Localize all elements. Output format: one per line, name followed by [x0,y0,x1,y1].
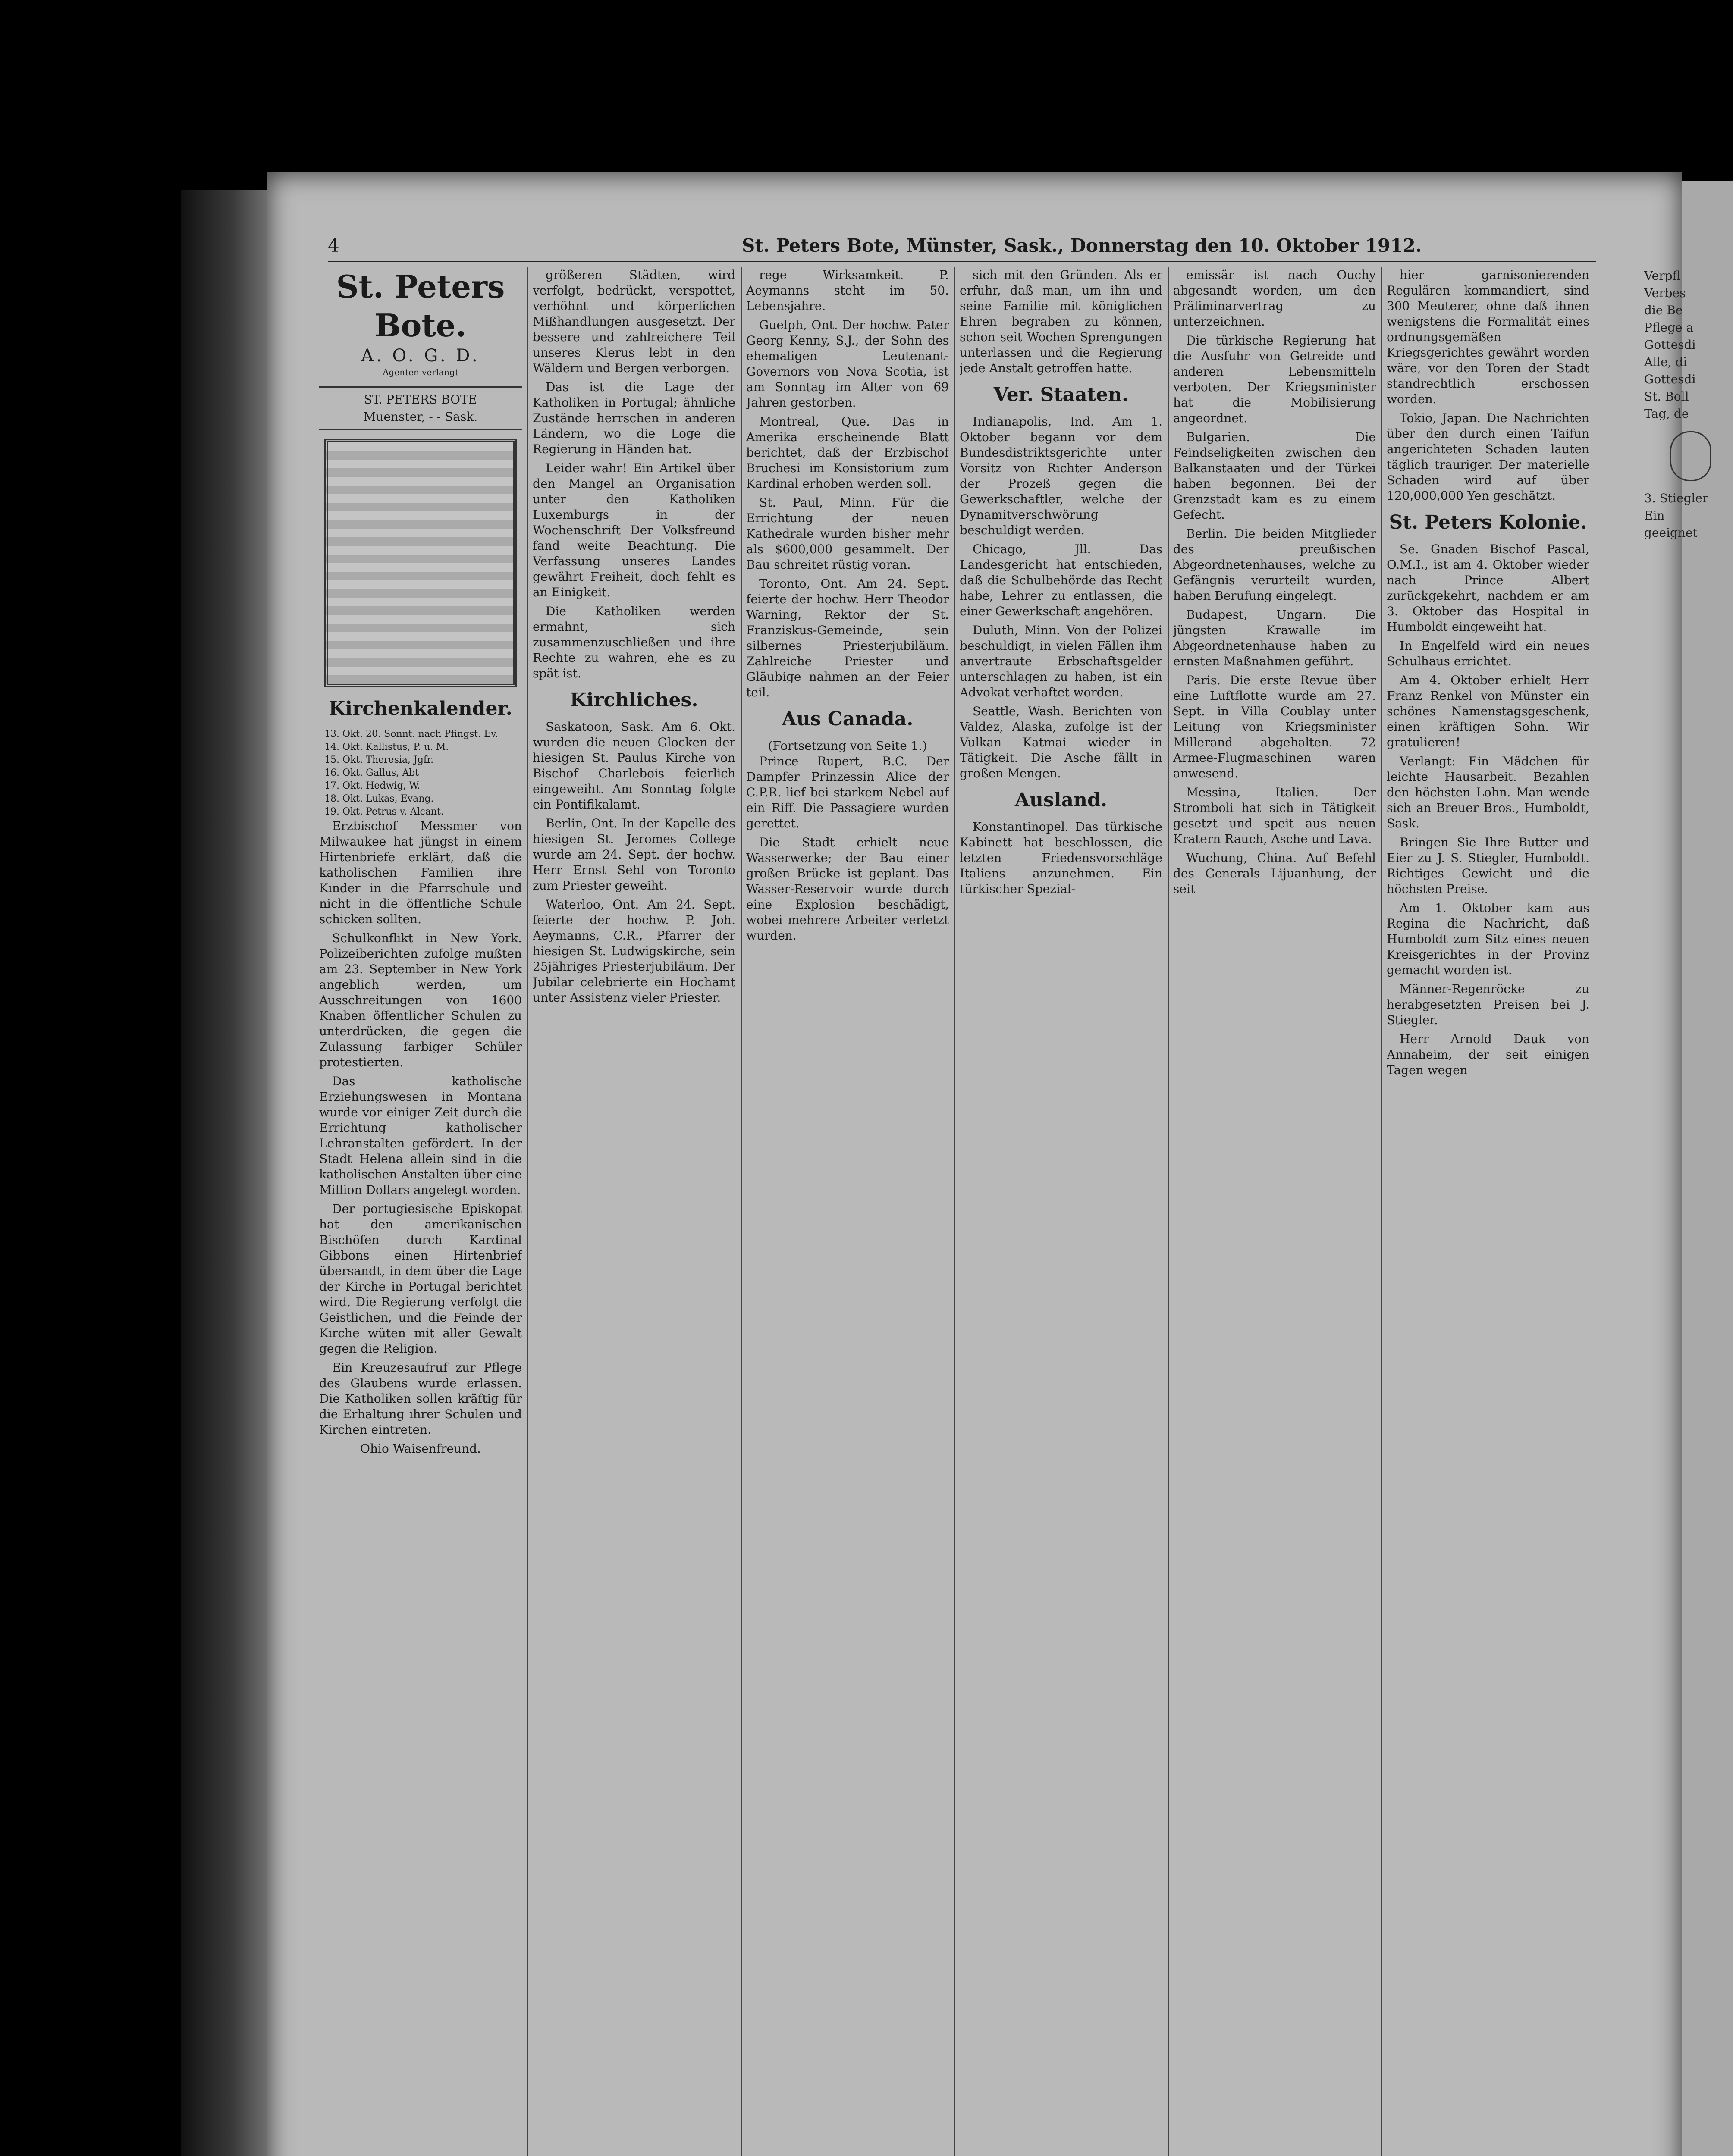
article-paragraph: Am 4. Oktober erhielt Herr Franz Renkel von Münster ein schönes Namenstagsgeschenk, einen kräftigen Sohn. Wir gratulieren! [1387,673,1589,749]
calendar-entry: 16. Okt. Gallus, Abt [324,768,419,778]
next-page-fragment: Ein [1644,508,1665,523]
calendar-entry: 17. Okt. Hedwig, W. [324,780,421,791]
article-paragraph: Budapest, Ungarn. Die jüngsten Krawalle im Abgeordnetenhause haben zu ernsten Maßnahmen geführt. [1173,608,1376,668]
article-paragraph: Chicago, Jll. Das Landesgericht hat entschieden, daß die Schulbehörde das Recht habe, Lehrer zu entlassen, die einer Gewerkschaft angehören. [960,542,1162,618]
masthead-box-place: Muenster, - - Sask. [363,410,478,424]
article-paragraph: größeren Städten, wird verfolgt, bedrückt, verspottet, verhöhnt und körperlichen Mißhandlungen ausgesetzt. Der bessere und zahlreichere Teil unseres Klerus lebt in den Wäldern und Bergen verborgen. [533,268,735,375]
calendar-entry: 15. Okt. Theresia, Jgfr. [324,755,434,765]
calendar-heading: Kirchenkalender. [329,698,512,720]
column-4 [960,267,1162,2156]
article-paragraph: Tokio, Japan. Die Nachrichten über den durch einen Taifun angerichteten Schaden lauten täglich trauriger. Der materielle Schaden wird auf über 120,000,000 Yen geschätzt. [1387,411,1589,503]
next-page-fragment: Gottesdi [1644,338,1696,352]
calendar-entry: 19. Okt. Petrus v. Alcant. [324,806,444,817]
section-heading-st-peters-kolonie: St. Peters Kolonie. [1389,511,1587,533]
article-paragraph: Paris. Die erste Revue über eine Luftflotte wurde am 27. Sept. in Villa Coublay unter Leitung von Kriegsminister Millerand abgehalten. 72 Armee-Flugmaschinen waren anwesend. [1173,673,1376,780]
next-page-fragment: Tag, de [1644,407,1689,421]
article-paragraph: Saskatoon, Sask. Am 6. Okt. wurden die neuen Glocken der hiesigen St. Paulus Kirche von Bischof Charlebois feierlich eingeweiht. Am Sonntag folgte ein Pontifikalamt. [533,720,735,812]
article-paragraph: Herr Arnold Dauk von Annaheim, der seit einigen Tagen wegen [1387,1032,1589,1077]
page-number: 4 [328,235,339,256]
article-paragraph: Guelph, Ont. Der hochw. Pater Georg Kenny, S.J., der Sohn des ehemaligen Leutenant-Governors von Nova Scotia, ist am Sonntag im Alter von 69 Jahren gestorben. [746,318,949,410]
masthead-box-name: ST. PETERS BOTE [364,392,477,407]
section-heading-aus-canada: Aus Canada. [782,708,914,730]
article-paragraph: Bulgarien. Die Feindseligkeiten zwischen den Balkanstaaten und der Türkei haben begonnen. Bei der Grenzstadt kam es zu einem Gefecht. [1173,430,1376,522]
masthead-motto: A. O. G. D. [361,346,480,366]
article-paragraph: Berlin, Ont. In der Kapelle des hiesigen St. Jeromes College wurde am 24. Sept. der hochw. Herr Ernst Sehl von Toronto zum Priester geweiht. [533,816,735,893]
article-paragraph: Messina, Italien. Der Stromboli hat sich in Tätigkeit gesetzt und speit aus neuen Kratern Rauch, Asche und Lava. [1173,785,1376,846]
next-page-fragment: Verbes [1644,286,1686,300]
running-line: St. Peters Bote, Münster, Sask., Donnerstag den 10. Oktober 1912. [742,235,1422,256]
column-rule [1168,267,1169,2156]
column-rule [1381,267,1382,2156]
article-paragraph: Leider wahr! Ein Artikel über den Mangel an Organisation unter den Katholiken Luxemburgs in der Wochenschrift Der Volksfreund fand weite Beachtung. Die Verfassung unseres Landes gewährt Freiheit, doch fehlt es an Einigkeit. [533,461,735,599]
calendar-entry: 13. Okt. 20. Sonnt. nach Pfingst. Ev. [324,729,499,740]
article-paragraph: Bringen Sie Ihre Butter und Eier zu J. S. Stiegler, Humboldt. Richtiges Gewicht und die höchsten Preise. [1387,835,1589,896]
calendar-entry: 18. Okt. Lukas, Evang. [324,793,434,804]
column-1 [319,267,522,2156]
article-paragraph: Berlin. Die beiden Mitglieder des preußischen Abgeordnetenhauses, welche zu Gefängnis verurteilt wurden, haben Berufung eingelegt. [1173,526,1376,603]
calendar-image [324,439,517,687]
article-paragraph: Der portugiesische Episkopat hat den amerikanischen Bischöfen durch Kardinal Gibbons einen Hirtenbrief übersandt, in dem über die Lage der Kirche in Portugal berichtet wird. Die Regierung verfolgt die Geistlichen, und die Feinde der Kirche wüten mit aller Gewalt gegen die Religion. [319,1202,522,1356]
next-page-fragment: Gottesdi [1644,372,1696,386]
article-paragraph: Indianapolis, Ind. Am 1. Oktober begann vor dem Bundesdistriktsgerichte unter Vorsitz von Richter Anderson der Prozeß gegen die Gewerkschaftler, welche der Dynamitverschwörung beschuldigt werden. [960,414,1162,537]
column-6 [1387,267,1589,2156]
article-paragraph: Verlangt: Ein Mädchen für leichte Hausarbeit. Bezahlen den höchsten Lohn. Man wende sich an Breuer Bros., Humboldt, Sask. [1387,754,1589,830]
page-header [328,235,1596,263]
column-rule [954,267,955,2156]
article-paragraph: emissär ist nach Ouchy abgesandt worden, um den Präliminarvertrag zu unterzeichnen. [1173,268,1376,329]
article-paragraph: Die türkische Regierung hat die Ausfuhr von Getreide und anderen Lebensmitteln verboten. Der Kriegsminister hat die Mobilisierung angeordnet. [1173,333,1376,425]
article-paragraph: Toronto, Ont. Am 24. Sept. feierte der hochw. Herr Theodor Warning, Rektor der St. Franziskus-Gemeinde, sein silbernes Priesterjubiläum. Zahlreiche Priester und Gläubige nahmen an der Feier teil. [746,577,949,699]
article-paragraph: St. Paul, Minn. Für die Errichtung der neuen Kathedrale wurden bisher mehr als $600,000 gesammelt. Der Bau schreitet rüstig voran. [746,495,949,572]
article-paragraph: In Engelfeld wird ein neues Schulhaus errichtet. [1387,639,1589,668]
article-paragraph: Waterloo, Ont. Am 24. Sept. feierte der hochw. P. Joh. Aeymanns, C.R., Pfarrer der hiesigen St. Ludwigskirche, sein 25jähriges Priesterjubiläum. Der Jubilar celebrierte ein Hochamt unter Assistenz vieler Priester. [533,897,735,1005]
article-paragraph: Konstantinopel. Das türkische Kabinett hat beschlossen, die letzten Friedensvorschläge Italiens anzunehmen. Ein türkischer Spezial- [960,820,1162,896]
article-paragraph: Am 1. Oktober kam aus Regina die Nachricht, daß Humboldt zum Sitz eines neuen Kreisgerichtes in der Provinz gemacht worden ist. [1387,901,1589,977]
calendar-entry: 14. Okt. Kallistus, P. u. M. [324,742,449,752]
article-signoff: Ohio Waisenfreund. [360,1442,481,1456]
article-paragraph: Männer-Regenröcke zu herabgesetzten Preisen bei J. Stiegler. [1387,982,1589,1027]
article-paragraph: sich mit den Gründen. Als er erfuhr, daß man, um ihn und seine Familie mit königlichen Ehren begraben zu können, schon seit Wochen Sprengungen unterlassen und die Regierung jede Anstalt getroffen hatte. [960,268,1162,375]
section-heading-ausland: Ausland. [1014,789,1108,811]
next-page-fragment: geeignet [1644,526,1698,540]
next-page-fragment: Alle, di [1644,355,1687,369]
article-paragraph: Das ist die Lage der Katholiken in Portugal; ähnliche Zustände herrschen in anderen Ländern, wo die Loge die Regierung in Händen hat. [533,380,735,456]
seal-image [1670,431,1711,481]
article-paragraph: Ein Kreuzesaufruf zur Pflege des Glaubens wurde erlassen. Die Katholiken sollen kräftig für die Erhaltung ihrer Schulen und Kirchen eintreten. [319,1360,522,1437]
column-3 [746,267,949,2156]
masthead-agents: Agenten verlangt [383,367,458,377]
article-paragraph: Die Stadt erhielt neue Wasserwerke; der Bau einer großen Brücke ist geplant. Das Wasser-Reservoir wurde durch eine Explosion beschädigt, wobei mehrere Arbeiter verletzt wurden. [746,835,949,943]
article-paragraph: Montreal, Que. Das in Amerika erscheinende Blatt berichtet, daß der Erzbischof Bruchesi im Konsistorium zum Kardinal erhoben werden soll. [746,414,949,491]
continued-note: (Fortsetzung von Seite 1.) [768,739,927,753]
article-paragraph: Erzbischof Messmer von Milwaukee hat jüngst in einem Hirtenbriefe erklärt, daß die katholischen Familien ihre Kinder in die Pfarrschule und nicht in die öffentliche Schule schicken sollten. [319,819,522,926]
article-paragraph: Die Katholiken werden ermahnt, sich zusammenzuschließen und ihre Rechte zu wahren, ehe es zu spät ist. [533,604,735,680]
article-paragraph: Duluth, Minn. Von der Polizei beschuldigt, in vielen Fällen ihm anvertraute Erbschaftsgelder unterschlagen zu haben, ist ein Advokat verhaftet worden. [960,623,1162,699]
book-binding [181,190,267,2156]
column-rule [741,267,742,2156]
column-5 [1173,267,1376,2156]
section-heading-kirchliches: Kirchliches. [570,689,698,711]
calendar-list [319,728,522,818]
article-paragraph: Prince Rupert, B.C. Der Dampfer Prinzessin Alice der C.P.R. lief bei starkem Nebel auf ein Riff. Die Passagiere wurden gerettet. [746,754,949,830]
article-paragraph: Das katholische Erziehungswesen in Montana wurde vor einiger Zeit durch die Errichtung katholischer Lehranstalten gefördert. In der Stadt Helena allein sind in die katholischen Anstalten über eine Million Dollars angelegt worden. [319,1074,522,1197]
next-page-fragment: 3. Stiegler [1644,491,1708,505]
article-paragraph: Wuchung, China. Auf Befehl des Generals Lijuanhung, der seit [1173,851,1376,896]
article-paragraph: Se. Gnaden Bischof Pascal, O.M.I., ist am 4. Oktober wieder nach Prince Albert zurückgekehrt, nachdem er am 3. Oktober das Hospital in Humboldt eingeweiht hat. [1387,542,1589,634]
next-page-fragment: St. Boll [1644,389,1689,404]
next-page-text [1644,267,1730,2122]
section-heading-ver-staaten: Ver. Staaten. [993,384,1129,406]
next-page-fragment: Verpfl [1644,269,1681,283]
column-2 [533,267,735,2156]
article-paragraph: Seattle, Wash. Berichten von Valdez, Alaska, zufolge ist der Vulkan Katmai wieder in Tätigkeit. Die Asche fällt in großen Mengen. [960,704,1162,780]
article-paragraph: rege Wirksamkeit. P. Aeymanns steht im 50. Lebensjahre. [746,268,949,313]
next-page-fragment: Pflege a [1644,320,1694,335]
masthead-title: St. Peters Bote. [336,268,505,344]
next-page-fragment: die Be [1644,303,1683,317]
column-rule [527,267,528,2156]
article-paragraph: hier garnisonierenden Regulären kommandiert, sind 300 Meuterer, ohne daß ihnen wenigstens die Formalität eines ordnungsgemäßen Kriegsgerichtes gewährt worden wäre, vor den Toren der Stadt standrechtlich erschossen worden. [1387,268,1589,406]
masthead-box [319,386,522,430]
article-paragraph: Schulkonflikt in New York. Polizeiberichten zufolge mußten am 23. September in New York angeblich werden, um Ausschreitungen von 1600 Knaben öffentlicher Schulen zu unterdrücken, die gegen die Zulassung farbiger Schüler protestierten. [319,931,522,1069]
